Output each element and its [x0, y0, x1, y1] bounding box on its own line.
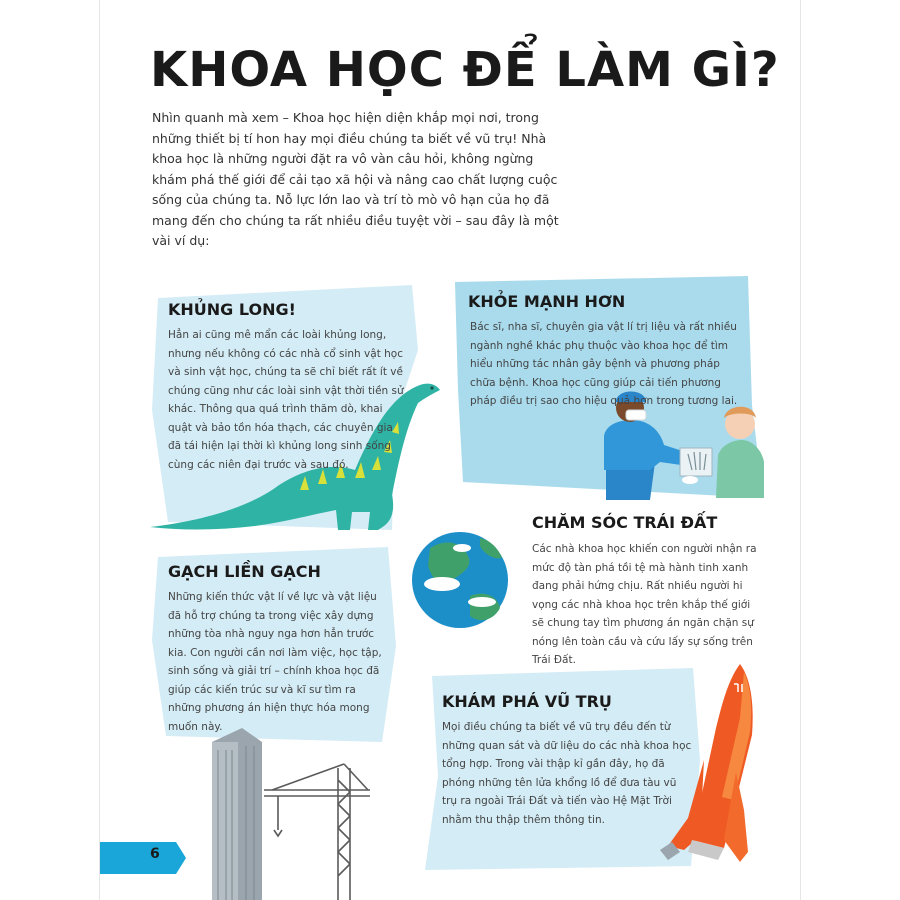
dinosaurs-heading: KHỦNG LONG!	[168, 300, 296, 319]
health-heading: KHỎE MẠNH HƠN	[468, 292, 626, 311]
building-illustration	[212, 728, 262, 900]
crane-illustration	[264, 764, 370, 900]
earth-illustration	[412, 532, 508, 628]
page-number: 6	[150, 846, 160, 862]
intro-paragraph: Nhìn quanh mà xem – Khoa học hiện diện khắp mọi nơi, trong những thiết bị tí hon hay mọi điều chúng ta biết về vũ trụ! Nhà khoa học là những người đặt ra vô vàn câu hỏi, không ngừng khám phá thế giới để cải tạo xã hội và nâng cao chất lượng cuộc sống của chúng ta. Nỗ lực lớn lao và trí tò mò vô hạn của họ đã mang đến cho chúng ta rất nhiều điều tuyệt vời – sau đây là một vài ví dụ:	[152, 110, 559, 248]
page-tab	[100, 842, 186, 874]
space-body: Mọi điều chúng ta biết về vũ trụ đều đến từ những quan sát và dữ liệu do các nhà khoa học tổng hợp. Trong vài thập kỉ gần đây, họ đã phóng những tên lửa khổng lồ để đưa tàu vũ trụ ra ngoài Trái Đất và tiến vào Hệ Mặt Trời nhằm thu thập thêm thông tin.	[442, 721, 692, 826]
earth-body: Các nhà khoa học khiến con người nhận ra mức độ tàn phá tồi tệ mà hành tinh xanh đang phải hứng chịu. Rất nhiều người hi vọng các nhà khoa học trên khắp thế giới sẽ chung tay tìm phương án ngăn chặn sự nóng lên toàn cầu và cứu lấy sự sống trên Trái Đất.	[532, 543, 757, 666]
bricks-body: Những kiến thức vật lí về lực và vật liệu đã hỗ trợ chúng ta trong việc xây dựng những tòa nhà nguy nga hơn hẳn trước kia. Con người cần nơi làm việc, học tập, sinh sống và giải trí – chính khoa học đã giúp các kiến trúc sư và kĩ sư tìm ra những phương án hiện thực hóa mong muốn này.	[168, 591, 382, 733]
health-body: Bác sĩ, nha sĩ, chuyên gia vật lí trị liệu và rất nhiều ngành nghề khác phụ thuộc vào khoa học để tìm hiểu những tác nhân gây bệnh và phương pháp chữa bệnh. Khoa học cũng giúp cải tiến phương pháp điều trị sao cho hiệu quả hơn trong tương lai.	[470, 321, 738, 407]
space-heading: KHÁM PHÁ VŨ TRỤ	[442, 692, 612, 711]
dinosaurs-body: Hẳn ai cũng mê mẩn các loài khủng long, nhưng nếu không có các nhà cổ sinh vật học và sinh vật học, chúng ta sẽ chỉ biết rất ít về chúng cũng như các loài sinh vật thời tiền sử khác. Thông qua quá trình thăm dò, khai quật và bảo tồn hóa thạch, các chuyên gia đã tái hiện lại thời kì khủng long sinh sống cùng các niên đại trước và sau đó.	[168, 329, 404, 471]
earth-heading: CHĂM SÓC TRÁI ĐẤT	[532, 513, 718, 532]
bricks-heading: GẠCH LIỀN GẠCH	[168, 562, 321, 581]
page-title: KHOA HỌC ĐỂ LÀM GÌ?	[150, 42, 780, 98]
